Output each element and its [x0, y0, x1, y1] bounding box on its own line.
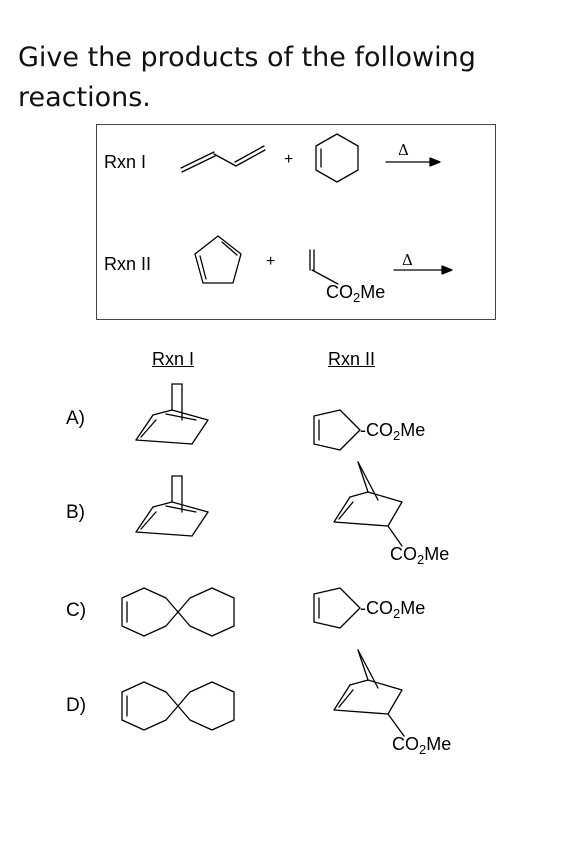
rxn2-ester-text: $CO_2Me$	[326, 282, 386, 305]
rxn2-label: Rxn II	[104, 254, 152, 274]
header-rxn2: Rxn II	[328, 349, 376, 369]
rxn2-plus: +	[266, 253, 276, 270]
option-a-substituent: $-CO_2Me$	[360, 420, 426, 443]
question-text: Give the products of the following reactions.	[18, 42, 476, 113]
rxn1-heat-symbol: Δ	[398, 141, 409, 159]
option-b-substituent: $CO_2Me$	[390, 544, 450, 567]
rxn2-heat-symbol: Δ	[402, 251, 413, 269]
option-d-label[interactable]: D)	[66, 695, 87, 716]
option-a-label[interactable]: A)	[66, 408, 85, 429]
rxn1-label: Rxn I	[104, 152, 147, 172]
option-b-label[interactable]: B)	[66, 502, 85, 523]
header-rxn1: Rxn I	[152, 349, 195, 369]
option-d-substituent: $CO_2Me$	[392, 734, 452, 757]
rxn1-plus: +	[284, 151, 294, 168]
option-c-substituent: $-CO_2Me$	[360, 598, 426, 621]
option-c-label[interactable]: C)	[66, 600, 87, 621]
